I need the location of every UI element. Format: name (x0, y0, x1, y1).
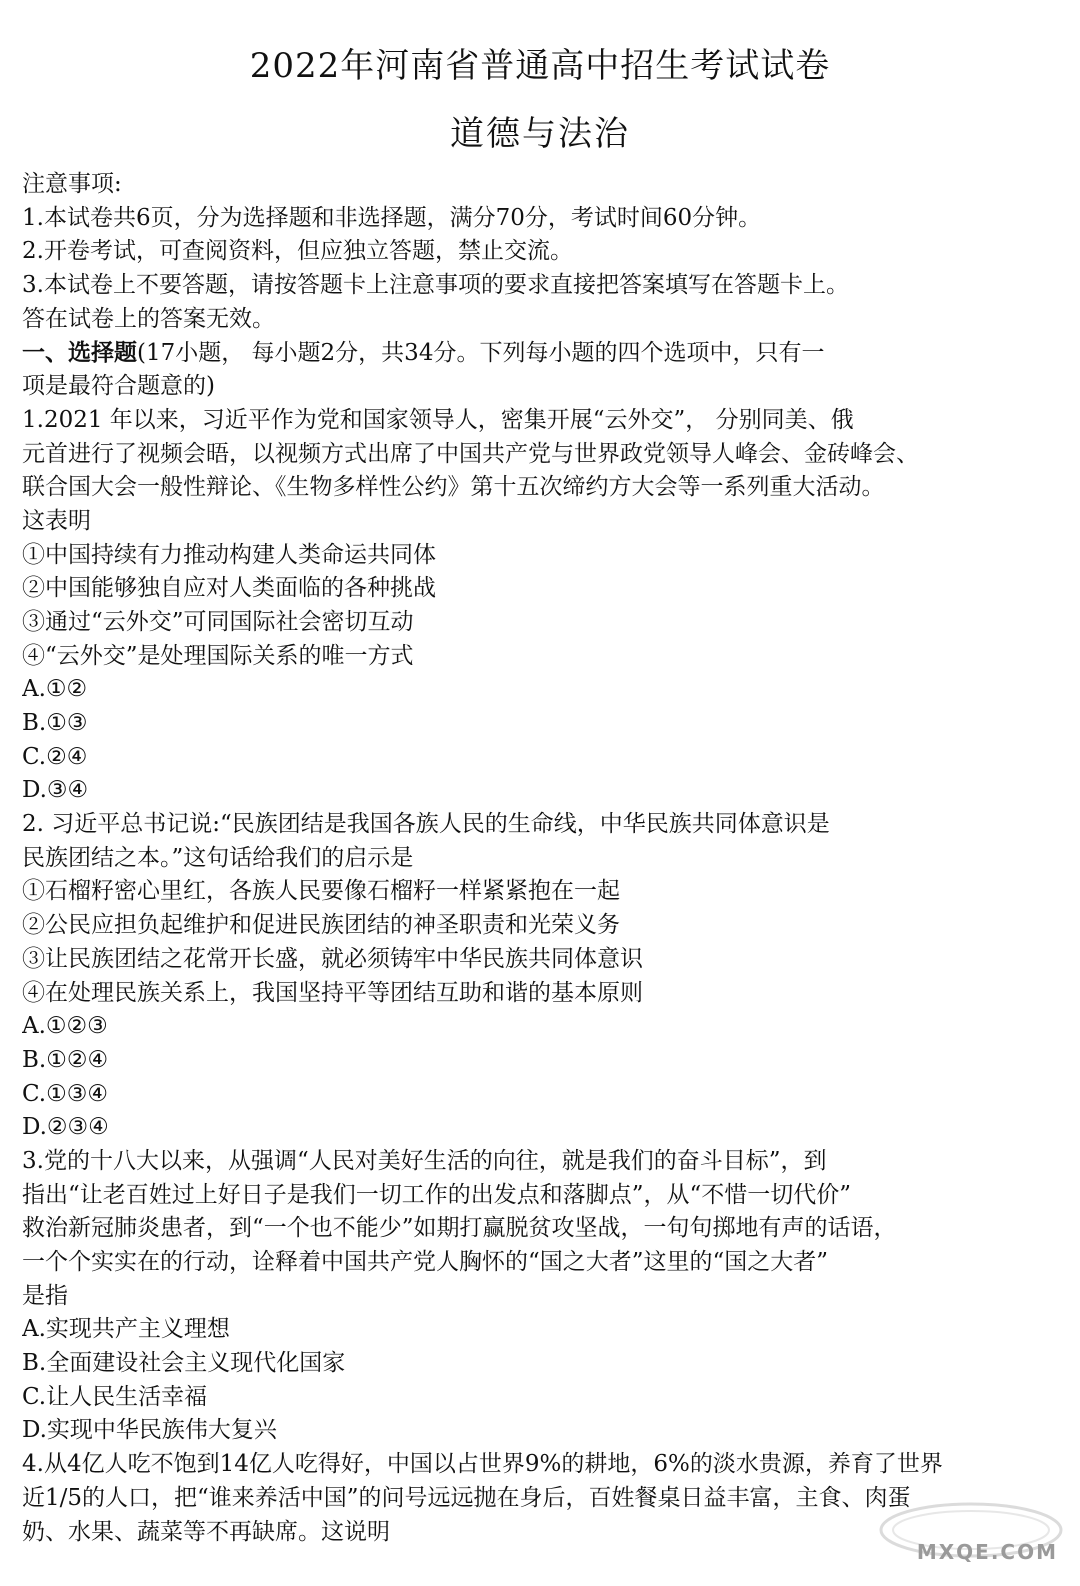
question-3 (22, 1145, 1072, 1448)
question-statement: ①中国持续有力推动构建人类命运共同体 (22, 541, 436, 568)
question-statement: ④在处理民族关系上，我国坚持平等团结互助和谐的基本原则 (22, 979, 643, 1006)
question-1 (22, 404, 1072, 808)
section-heading (22, 336, 1072, 370)
answer-option-a: A.实现共产主义理想 (22, 1316, 230, 1343)
answer-option-a: A.①② (22, 676, 88, 703)
answer-option-d: D.②③④ (22, 1114, 109, 1141)
question-stem-line: 奶、水果、蔬菜等不再缺席。这说明 (22, 1518, 390, 1545)
question-statement: ④“云外交”是处理国际关系的唯一方式 (22, 642, 414, 669)
section-heading-line-2: 项是最符合题意的) (22, 373, 215, 400)
note-line-1: 1.本试卷共6页，分为选择题和非选择题，满分70分，考试时间60分钟。 (22, 204, 762, 231)
answer-option-b: B.①②④ (22, 1046, 109, 1073)
question-statement: ②公民应担负起维护和促进民族团结的神圣职责和光荣义务 (22, 912, 620, 939)
answer-option-b: B.全面建设社会主义现代化国家 (22, 1350, 346, 1377)
question-stem-line: 4.从4亿人吃不饱到14亿人吃得好，中国以占世界9%的耕地，6%的淡水贵源，养育了世界 (22, 1451, 943, 1478)
question-statement: ②中国能够独自应对人类面临的各种挑战 (22, 575, 436, 602)
note-line-2: 2.开卷考试，可查阅资料，但应独立答题，禁止交流。 (22, 238, 573, 265)
section-heading-bold: 一、选择题 (22, 339, 137, 367)
answer-option-c: C.让人民生活幸福 (22, 1383, 208, 1410)
note-line-3: 3.本试卷上不要答题，请按答题卡上注意事项的要求直接把答案填写在答题卡上。 (22, 272, 849, 299)
exam-title: 2022年河南省普通高中招生考试试卷 (249, 46, 831, 86)
question-statement: ③通过“云外交”可同国际社会密切互动 (22, 608, 414, 635)
answer-option-d: D.③④ (22, 777, 89, 804)
section-heading-rest: (17小题， 每小题2分，共34分。下列每小题的四个选项中，只有一 (137, 340, 825, 367)
question-stem-line: 2. 习近平总书记说:“民族团结是我国各族人民的生命线，中华民族共同体意识是 (22, 811, 830, 838)
question-stem-line: 3.党的十八大以来，从强调“人民对美好生活的向往，就是我们的奋斗目标”，到 (22, 1147, 827, 1174)
answer-option-c: C.①③④ (22, 1080, 108, 1107)
exam-subject: 道德与法治 (450, 114, 630, 154)
exam-body (22, 168, 1072, 1549)
question-2 (22, 808, 1072, 1145)
question-stem-line: 近1/5的人口，把“谁来养活中国”的问号远远抛在身后，百姓餐桌日益丰富，主食、肉蛋 (22, 1484, 911, 1511)
answer-option-a: A.①②③ (22, 1013, 108, 1040)
question-stem-line: 1.2021 年以来，习近平作为党和国家领导人，密集开展“云外交”， 分别同美、俄 (22, 406, 854, 433)
question-statement: ①石榴籽密心里红，各族人民要像石榴籽一样紧紧抱在一起 (22, 878, 620, 905)
question-stem-line: 这表明 (22, 507, 91, 534)
watermark-text: MXQE.COM (916, 1540, 1058, 1564)
notes-heading: 注意事项: (22, 171, 122, 197)
answer-option-c: C.②④ (22, 743, 88, 770)
question-statement: ③让民族团结之花常开长盛，就必须铸牢中华民族共同体意识 (22, 945, 643, 972)
question-stem-line: 民族团结之本。”这句话给我们的启示是 (22, 844, 414, 871)
question-stem-line: 指出“让老百姓过上好日子是我们一切工作的出发点和落脚点”，从“不惜一切代价” (22, 1181, 852, 1208)
question-stem-line: 联合国大会一般性辩论、《生物多样性公约》第十五次缔约方大会等一系列重大活动。 (22, 474, 885, 501)
answer-option-b: B.①③ (22, 710, 88, 736)
note-line-4: 答在试卷上的答案无效。 (22, 305, 275, 332)
question-stem-line: 救治新冠肺炎患者，到“一个也不能少”如期打赢脱贫攻坚战，一句句掷地有声的话语， (22, 1215, 897, 1242)
question-stem-line: 一个个实实在的行动，诠释着中国共产党人胸怀的“国之大者”这里的“国之大者” (22, 1249, 829, 1275)
question-stem-line: 元首进行了视频会晤，以视频方式出席了中国共产党与世界政党领导人峰会、金砖峰会、 (22, 440, 919, 467)
answer-option-d: D.实现中华民族伟大复兴 (22, 1417, 277, 1444)
question-stem-line: 是指 (22, 1282, 68, 1309)
